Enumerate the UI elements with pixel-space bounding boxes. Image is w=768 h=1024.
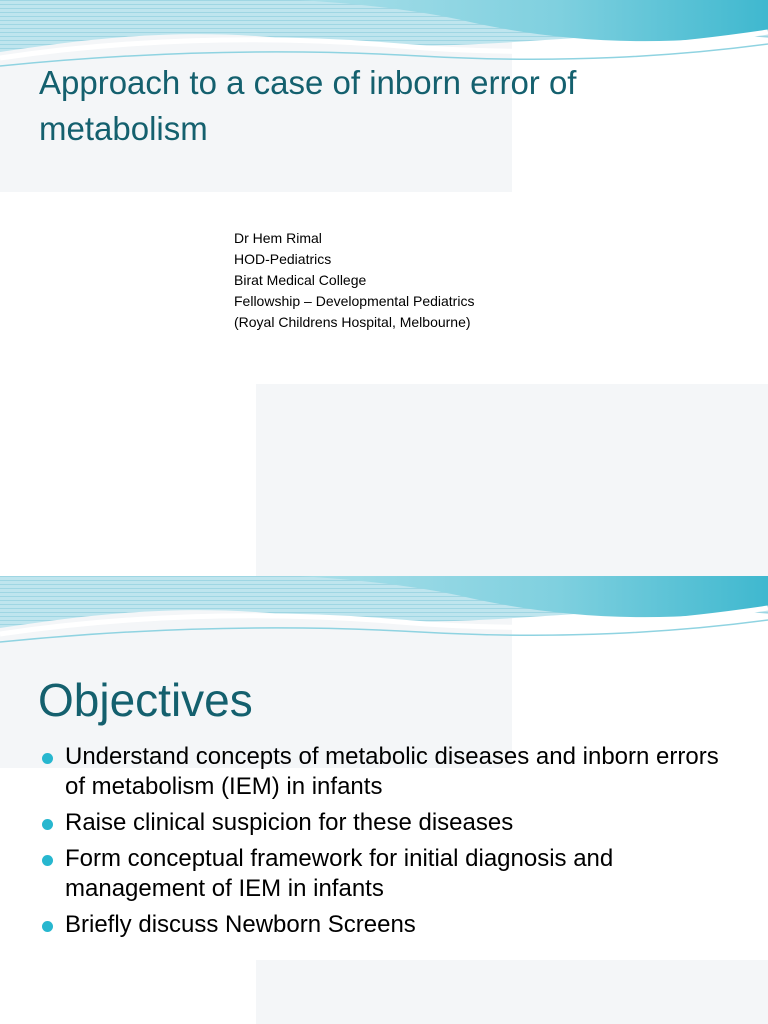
objectives-list (38, 742, 738, 946)
author-line: HOD-Pediatrics (234, 251, 332, 267)
author-line: Dr Hem Rimal (234, 230, 322, 246)
author-info (234, 228, 714, 333)
author-line: Birat Medical College (234, 272, 367, 288)
bullet-icon (42, 753, 53, 764)
list-item-text: Form conceptual framework for initial diagnosis and management of IEM in infants (65, 845, 614, 902)
list-item (38, 910, 738, 940)
bullet-icon (42, 819, 53, 830)
list-item-text: Understand concepts of metabolic diseases and inborn errors of metabolism (IEM) in infants (65, 743, 719, 800)
author-line: (Royal Childrens Hospital, Melbourne) (234, 314, 471, 330)
bullet-icon (42, 921, 53, 932)
background-panel (256, 960, 768, 1024)
slide-title-heading: Approach to a case of inborn error of metabolism (39, 64, 577, 147)
background-panel (256, 384, 768, 576)
list-item (38, 844, 738, 904)
author-line: Fellowship – Developmental Pediatrics (234, 293, 475, 309)
wave-banner (0, 576, 768, 656)
bullet-icon (42, 855, 53, 866)
list-item (38, 808, 738, 838)
objectives-heading: Objectives (38, 674, 253, 726)
list-item-text: Raise clinical suspicion for these diseases (65, 809, 514, 836)
list-item-text: Briefly discuss Newborn Screens (65, 911, 416, 938)
list-item (38, 742, 738, 802)
slide-objectives (0, 576, 768, 1024)
